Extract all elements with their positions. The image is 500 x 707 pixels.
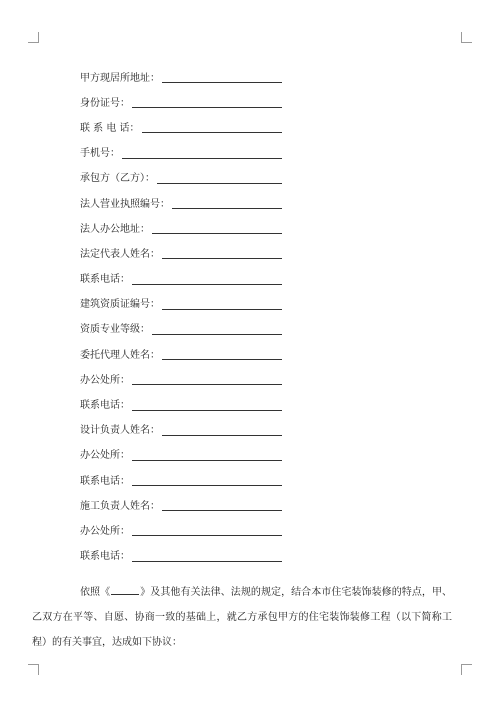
form-field-blank-line[interactable] bbox=[162, 502, 282, 511]
form-field-row bbox=[80, 217, 420, 242]
form-field-label: 建筑资质证编号： bbox=[80, 299, 160, 311]
form-field-row bbox=[80, 494, 420, 519]
form-field-blank-line[interactable] bbox=[142, 124, 282, 133]
form-field-label: 身份证号： bbox=[80, 97, 130, 109]
form-field-row bbox=[80, 142, 420, 167]
form-field-row bbox=[80, 167, 420, 192]
form-field-row bbox=[80, 368, 420, 393]
form-field-label: 设计负责人姓名： bbox=[80, 425, 160, 437]
form-field-label: 联系电话： bbox=[80, 475, 130, 487]
form-field-row bbox=[80, 91, 420, 116]
form-field-row bbox=[80, 419, 420, 444]
form-field-blank-line[interactable] bbox=[132, 477, 282, 486]
form-field-label: 办公处所： bbox=[80, 525, 130, 537]
form-field-label: 法人办公地址： bbox=[80, 223, 150, 235]
form-field-blank-line[interactable] bbox=[157, 175, 282, 184]
page-corner-mark-bottom-left bbox=[28, 664, 39, 675]
form-field-row bbox=[80, 116, 420, 141]
form-field-blank-line[interactable] bbox=[162, 351, 282, 360]
form-field-label: 甲方现居所地址： bbox=[80, 72, 160, 84]
page-corner-mark-top-right bbox=[461, 32, 472, 43]
form-field-blank-line[interactable] bbox=[162, 74, 282, 83]
form-field-blank-line[interactable] bbox=[132, 376, 282, 385]
form-field-blank-line[interactable] bbox=[152, 225, 282, 234]
form-field-blank-line[interactable] bbox=[132, 99, 282, 108]
form-field-label: 承包方（乙方）： bbox=[80, 173, 155, 185]
form-field-label: 办公处所： bbox=[80, 374, 130, 386]
form-field-row bbox=[80, 66, 420, 91]
form-field-row bbox=[80, 393, 420, 418]
form-field-blank-line[interactable] bbox=[152, 326, 282, 335]
form-field-label: 联 系 电 话： bbox=[80, 122, 140, 134]
form-field-label: 联系电话： bbox=[80, 274, 130, 286]
law-name-blank[interactable] bbox=[111, 586, 139, 595]
form-field-row bbox=[80, 242, 420, 267]
form-field-row bbox=[80, 444, 420, 469]
agreement-text-before-blank: 依照《 bbox=[80, 587, 111, 598]
form-field-row bbox=[80, 318, 420, 343]
form-field-row bbox=[80, 469, 420, 494]
form-field-row bbox=[80, 343, 420, 368]
form-field-blank-line[interactable] bbox=[132, 553, 282, 562]
form-field-label: 施工负责人姓名： bbox=[80, 500, 160, 512]
form-field-blank-line[interactable] bbox=[162, 301, 282, 310]
form-field-row bbox=[80, 268, 420, 293]
form-field-label: 法定代表人姓名： bbox=[80, 248, 160, 260]
form-field-label: 手机号： bbox=[80, 148, 120, 160]
page-corner-mark-bottom-right bbox=[461, 664, 472, 675]
form-field-blank-line[interactable] bbox=[122, 150, 282, 159]
page-corner-mark-top-left bbox=[28, 32, 39, 43]
agreement-intro-paragraph bbox=[32, 580, 452, 655]
agreement-text-after-blank: 》及其他有关法律、法规的规定，结合本市住宅装饰装修的特点，甲、乙双方在平等、自愿、协商一致的基础上，就乙方承包甲方的住宅装饰装修工程（以下简称工程）的有关事宜，达成如下协议： bbox=[32, 587, 453, 648]
form-field-row bbox=[80, 293, 420, 318]
form-field-label: 联系电话： bbox=[80, 400, 130, 412]
form-field-blank-line[interactable] bbox=[162, 427, 282, 436]
form-field-label: 资质专业等级： bbox=[80, 324, 150, 336]
form-field-label: 法人营业执照编号： bbox=[80, 198, 170, 210]
form-field-row bbox=[80, 519, 420, 544]
form-field-blank-line[interactable] bbox=[132, 452, 282, 461]
form-field-label: 联系电话： bbox=[80, 551, 130, 563]
form-field-blank-line[interactable] bbox=[162, 250, 282, 259]
party-info-form bbox=[80, 66, 420, 570]
form-field-row bbox=[80, 192, 420, 217]
form-field-blank-line[interactable] bbox=[132, 402, 282, 411]
form-field-row bbox=[80, 545, 420, 570]
form-field-blank-line[interactable] bbox=[172, 200, 282, 209]
form-field-label: 委托代理人姓名： bbox=[80, 349, 160, 361]
form-field-label: 办公处所： bbox=[80, 450, 130, 462]
form-field-blank-line[interactable] bbox=[132, 527, 282, 536]
form-field-blank-line[interactable] bbox=[132, 276, 282, 285]
